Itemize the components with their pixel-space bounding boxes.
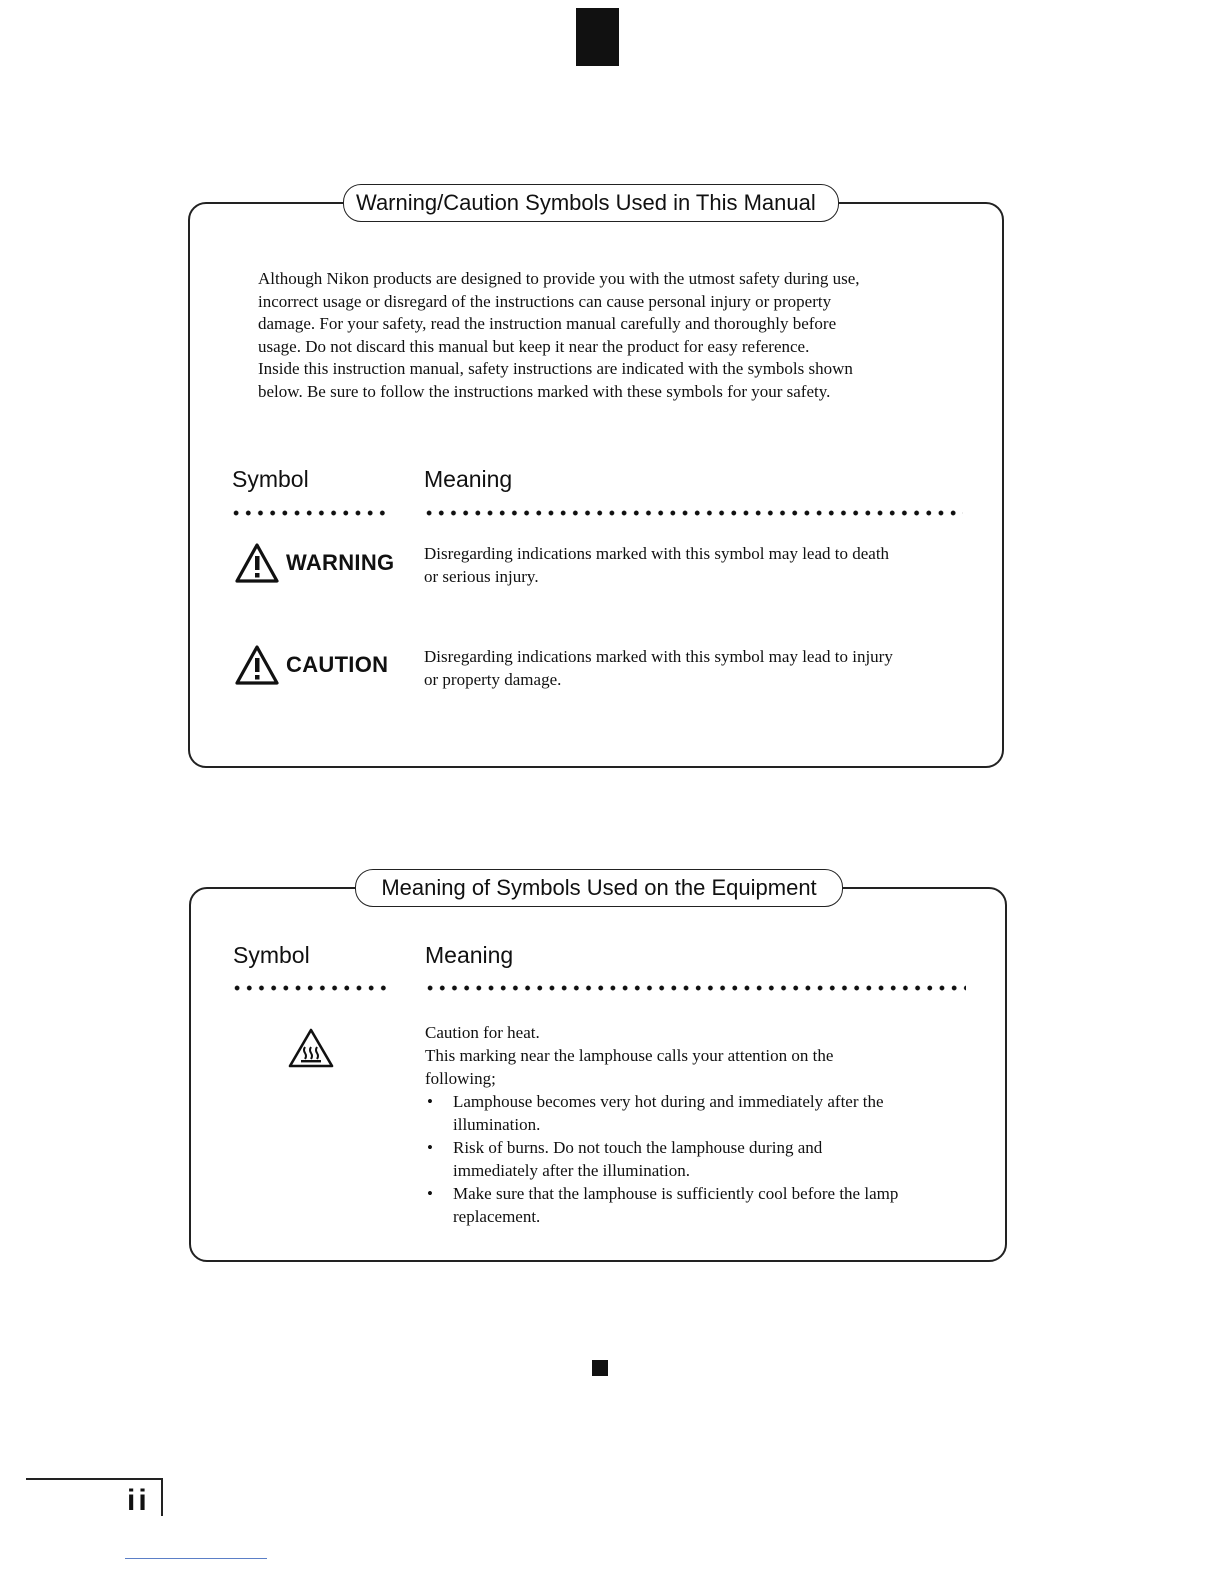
caution-meaning-line: Disregarding indications marked with this symbol may lead to injury	[424, 647, 893, 666]
intro-line: Inside this instruction manual, safety instructions are indicated with the symbols shown	[258, 359, 853, 379]
caution-meaning-line: or property damage.	[424, 670, 562, 689]
page-number: ii	[127, 1484, 150, 1517]
heat-meaning-line: Caution for heat.	[425, 1023, 540, 1042]
heat-caution-bullet-list	[425, 1090, 985, 1228]
manual-symbols-box	[188, 190, 1004, 768]
bullet-item	[453, 1136, 985, 1182]
bullet-line: • Risk of burns. Do not touch the lamphouse during and	[453, 1138, 823, 1157]
bullet-line: • Lamphouse becomes very hot during and immediately after the	[453, 1092, 884, 1111]
intro-line: Although Nikon products are designed to provide you with the utmost safety during use,	[258, 269, 860, 288]
bullet-line: immediately after the illumination.	[453, 1161, 690, 1180]
meaning-column-header: Meaning	[424, 466, 513, 492]
bullet-item	[453, 1182, 985, 1228]
symbol-dotted-rule	[231, 985, 389, 991]
heat-meaning-line: This marking near the lamphouse calls your attention on the	[425, 1046, 834, 1065]
caution-label: CAUTION	[286, 652, 389, 677]
heat-caution-meaning	[425, 1021, 985, 1228]
intro-line: damage. For your safety, read the instruction manual carefully and thoroughly before	[258, 314, 837, 334]
intro-line: usage. Do not discard this manual but keep it near the product for easy reference.	[258, 336, 810, 356]
meaning-dotted-rule	[423, 510, 963, 516]
caution-triangle-icon	[234, 644, 280, 686]
intro-line: below. Be sure to follow the instructions marked with these symbols for your safety.	[258, 381, 831, 401]
footer-rule-vertical	[161, 1478, 163, 1516]
heat-meaning-line: following;	[425, 1069, 496, 1088]
meaning-dotted-rule	[424, 985, 966, 991]
heat-caution-triangle-icon	[286, 1027, 336, 1069]
intro-paragraph	[258, 268, 958, 404]
registration-mark-bottom	[592, 1360, 608, 1376]
bullet-line: • Make sure that the lamphouse is sufficiently cool before the lamp	[453, 1184, 899, 1203]
warning-triangle-icon	[234, 542, 280, 584]
warning-label: WARNING	[286, 550, 395, 575]
symbol-dotted-rule	[230, 510, 388, 516]
warning-symbol	[234, 542, 394, 584]
bullet-item	[453, 1090, 985, 1136]
warning-meaning-line: Disregarding indications marked with this symbol may lead to death	[424, 544, 890, 563]
manual-symbols-title: Warning/Caution Symbols Used in This Manual	[343, 184, 839, 222]
intro-line: incorrect usage or disregard of the instructions can cause personal injury or property	[258, 291, 832, 311]
equipment-symbols-title: Meaning of Symbols Used on the Equipment	[355, 869, 843, 907]
symbol-column-header: Symbol	[233, 942, 310, 968]
equipment-symbols-box	[189, 875, 1007, 1262]
warning-meaning-line: or serious injury.	[424, 567, 539, 586]
symbol-column-header: Symbol	[232, 466, 309, 492]
footer-blue-rule	[125, 1558, 267, 1559]
bullet-line: replacement.	[453, 1207, 541, 1226]
registration-mark-top	[576, 8, 619, 66]
caution-symbol	[234, 644, 388, 686]
bullet-line: illumination.	[453, 1115, 541, 1134]
caution-meaning	[424, 645, 893, 691]
meaning-column-header: Meaning	[425, 942, 514, 968]
warning-meaning	[424, 542, 889, 588]
footer-rule	[26, 1478, 162, 1480]
